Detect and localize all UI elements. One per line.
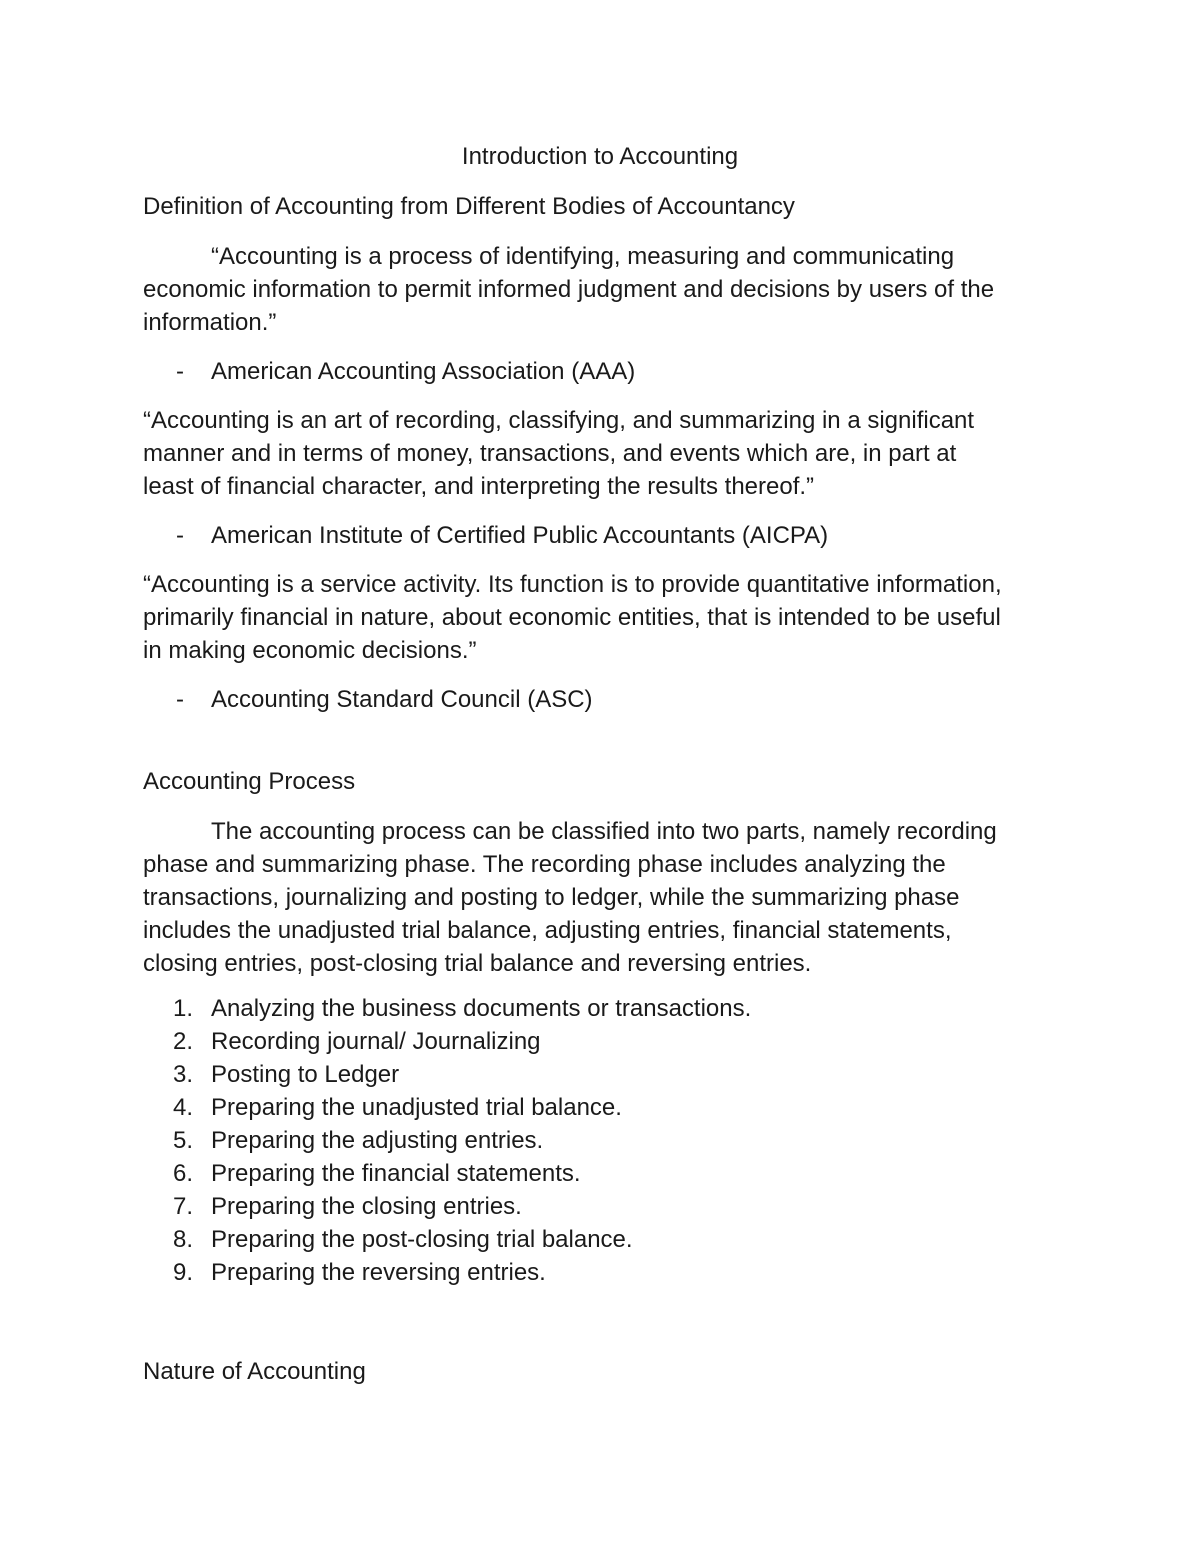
step-text: Recording journal/ Journalizing: [211, 1028, 541, 1055]
step-number: 2.: [173, 1028, 194, 1055]
bullet-dash: -: [176, 686, 184, 713]
step-text: Preparing the reversing entries.: [211, 1259, 546, 1286]
step-number: 6.: [173, 1160, 194, 1187]
step-text: Preparing the adjusting entries.: [211, 1127, 544, 1154]
list-item: [143, 1025, 751, 1058]
definition-aaa-line-1: “Accounting is a process of identifying, measuring and communicating: [211, 243, 955, 270]
definition-asc-line-1: “Accounting is a service activity. Its function is to provide quantitative information,: [143, 571, 1002, 598]
process-paragraph-line-4: includes the unadjusted trial balance, adjusting entries, financial statements,: [143, 917, 952, 944]
list-item: [143, 1058, 751, 1091]
definition-asc-source: [143, 683, 593, 716]
source-label: Accounting Standard Council (ASC): [211, 686, 593, 713]
process-paragraph-line-3: transactions, journalizing and posting to ledger, while the summarizing phase: [143, 884, 960, 911]
definition-aicpa-line-1: “Accounting is an art of recording, classifying, and summarizing in a significant: [143, 407, 975, 434]
bullet-dash: -: [176, 358, 184, 385]
list-item: [143, 992, 751, 1025]
step-number: 7.: [173, 1193, 194, 1220]
list-item: [143, 1124, 751, 1157]
definition-aaa-source: [143, 355, 635, 388]
definition-aicpa-source: [143, 519, 828, 552]
definition-aicpa-line-3: least of financial character, and interpreting the results thereof.”: [143, 473, 815, 500]
list-item: [143, 1091, 751, 1124]
definition-aaa-line-3: information.”: [143, 309, 277, 336]
source-label: American Accounting Association (AAA): [211, 358, 636, 385]
nature-heading: Nature of Accounting: [143, 1358, 366, 1385]
step-number: 8.: [173, 1226, 194, 1253]
process-heading: Accounting Process: [143, 768, 356, 795]
process-paragraph-line-2: phase and summarizing phase. The recording phase includes analyzing the: [143, 851, 946, 878]
step-text: Preparing the financial statements.: [211, 1160, 581, 1187]
list-item: [143, 1223, 751, 1256]
process-paragraph-line-1: The accounting process can be classified into two parts, namely recording: [211, 818, 997, 845]
step-number: 3.: [173, 1061, 194, 1088]
source-label: American Institute of Certified Public Accountants (AICPA): [211, 522, 829, 549]
step-text: Posting to Ledger: [211, 1061, 400, 1088]
definition-aicpa-line-2: manner and in terms of money, transactions, and events which are, in part at: [143, 440, 957, 467]
step-number: 5.: [173, 1127, 194, 1154]
definition-aaa-line-2: economic information to permit informed judgment and decisions by users of the: [143, 276, 995, 303]
step-number: 4.: [173, 1094, 194, 1121]
step-text: Preparing the post-closing trial balance.: [211, 1226, 633, 1253]
step-text: Analyzing the business documents or transactions.: [211, 995, 752, 1022]
process-steps-list: [143, 992, 751, 1289]
step-number: 9.: [173, 1259, 194, 1286]
definition-asc-line-2: primarily financial in nature, about economic entities, that is intended to be useful: [143, 604, 1001, 631]
step-number: 1.: [173, 995, 194, 1022]
step-text: Preparing the closing entries.: [211, 1193, 522, 1220]
step-text: Preparing the unadjusted trial balance.: [211, 1094, 622, 1121]
definitions-heading: Definition of Accounting from Different Bodies of Accountancy: [143, 193, 795, 220]
list-item: [143, 1157, 751, 1190]
list-item: [143, 1256, 751, 1289]
process-paragraph-line-5: closing entries, post-closing trial balance and reversing entries.: [143, 950, 812, 977]
page-title: Introduction to Accounting: [461, 143, 739, 170]
definition-asc-line-3: in making economic decisions.”: [143, 637, 477, 664]
list-item: [143, 1190, 751, 1223]
bullet-dash: -: [176, 522, 184, 549]
